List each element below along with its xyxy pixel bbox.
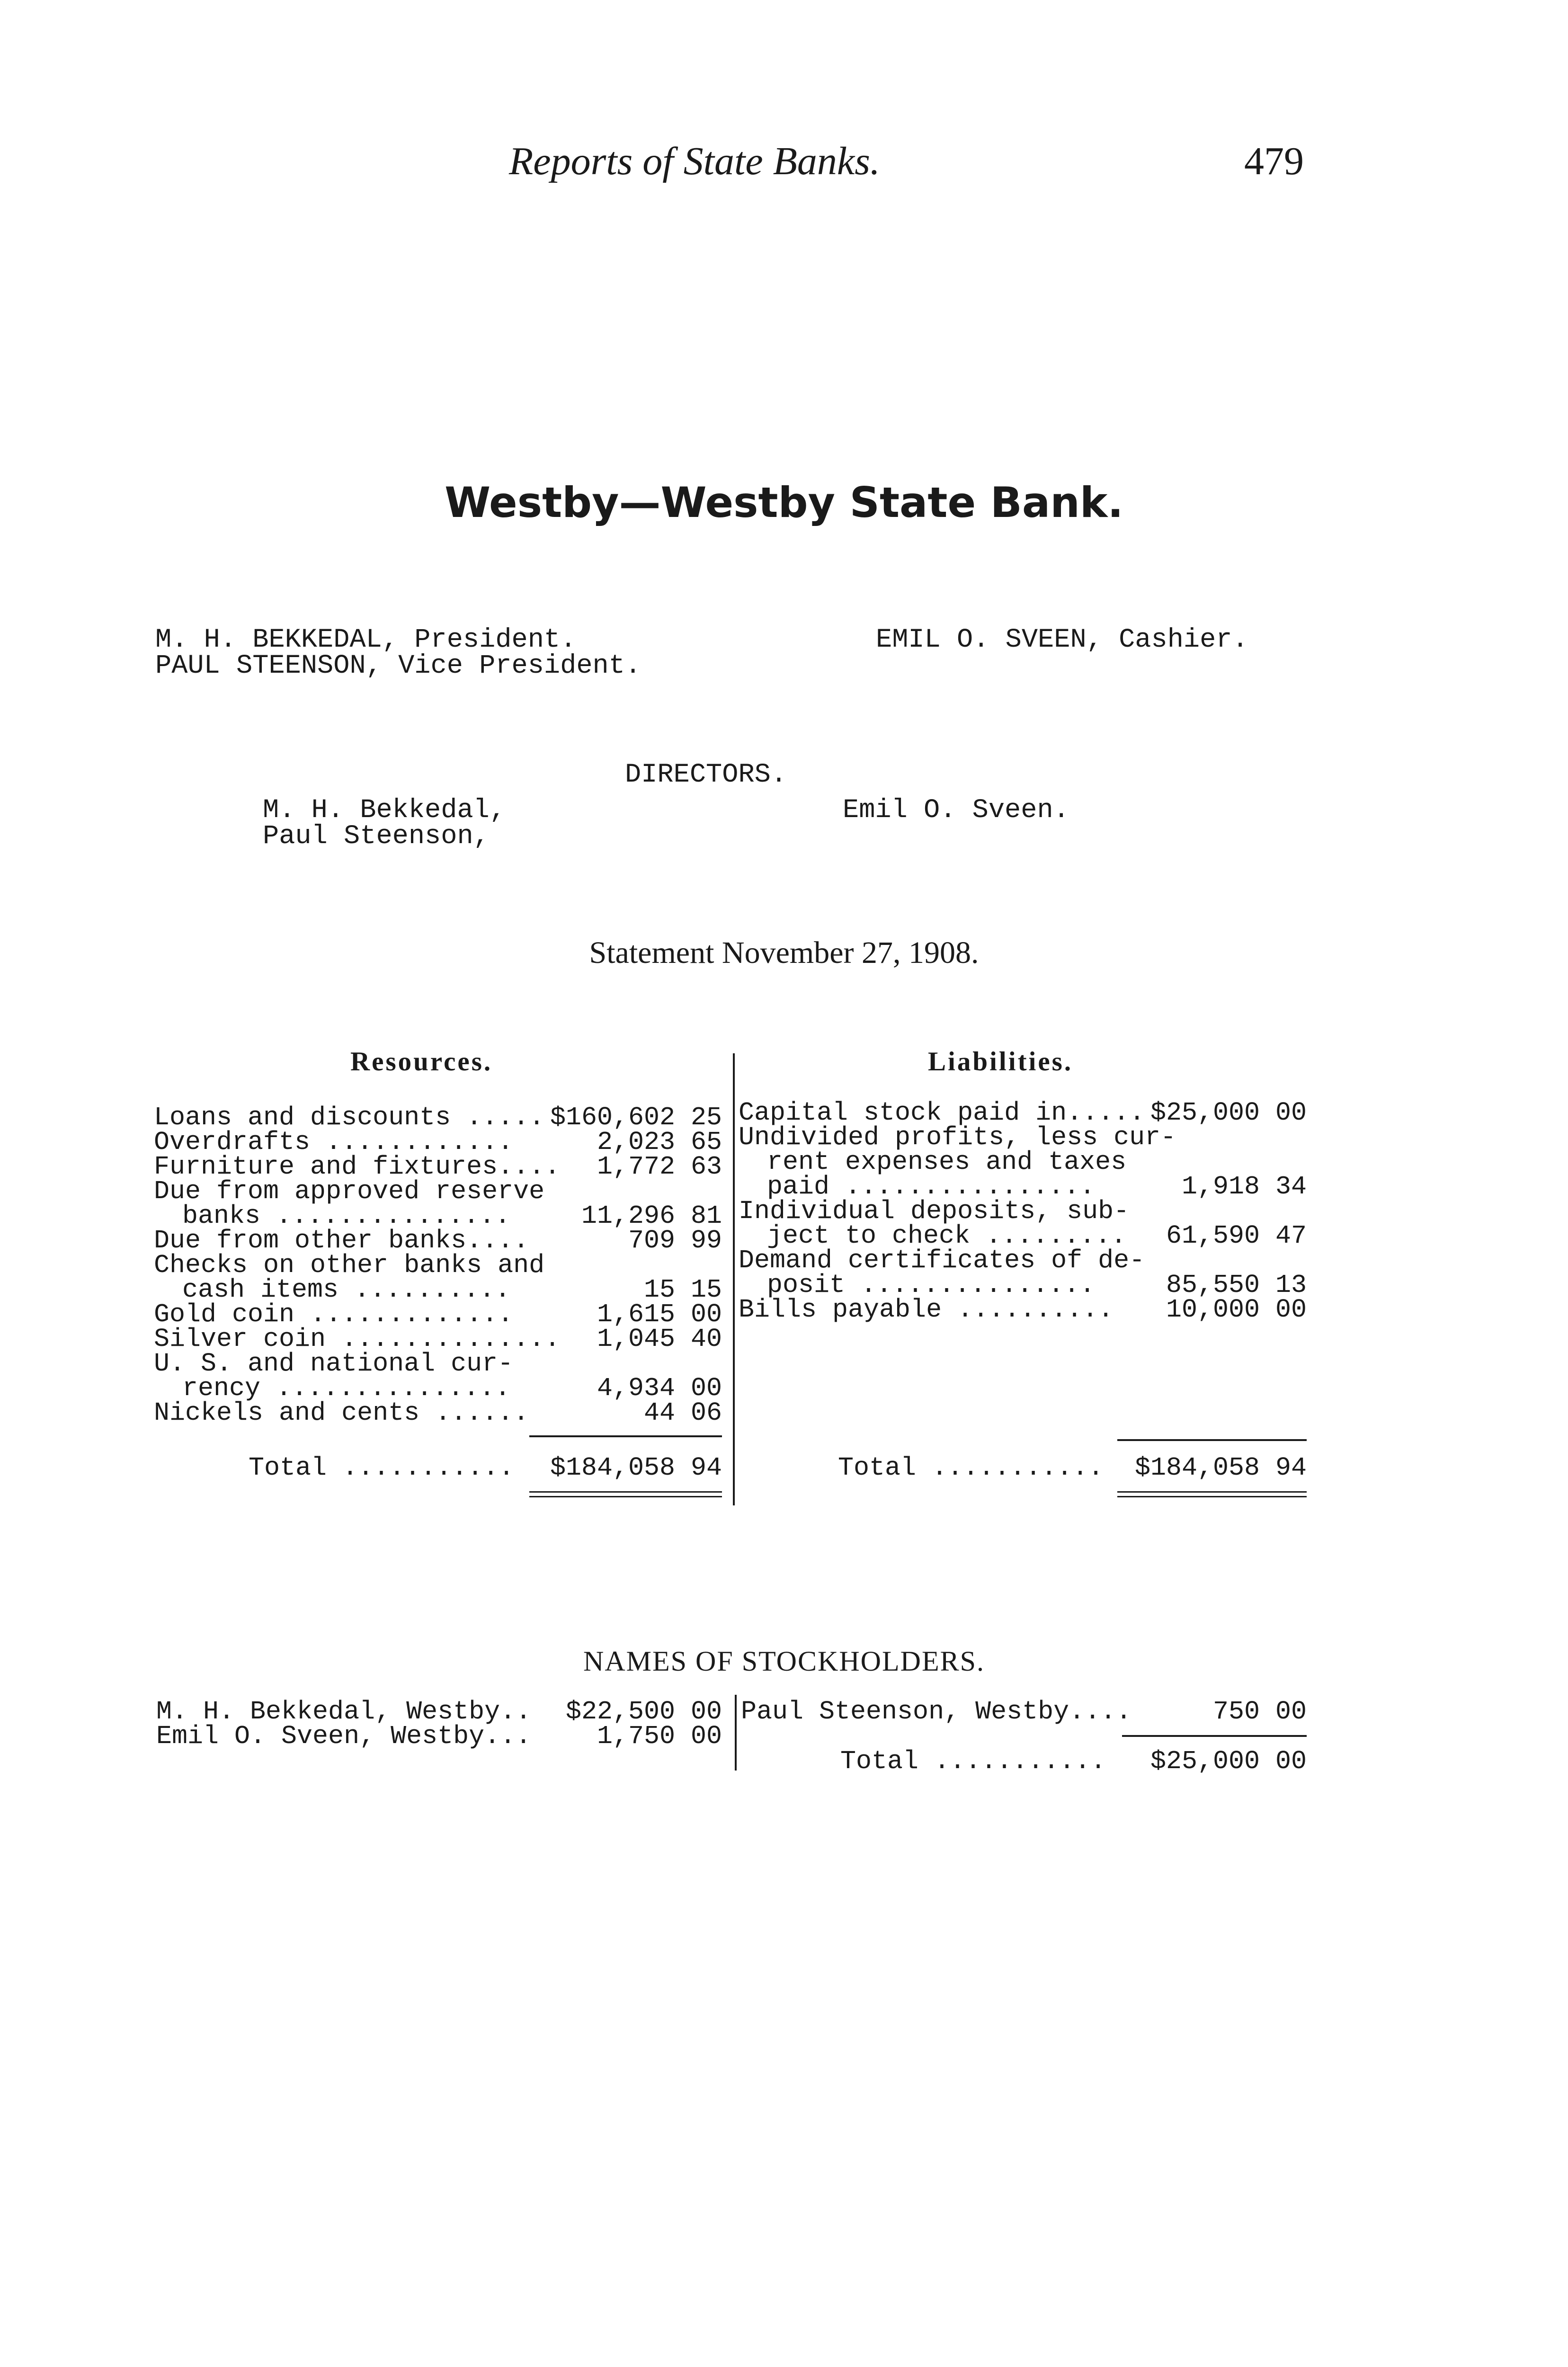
row-amount: 11,296 81	[581, 1201, 722, 1231]
liabilities-double-rule-2	[1117, 1496, 1307, 1497]
table-row	[154, 1105, 722, 1130]
row-label: Due from approved reserve	[154, 1176, 545, 1206]
row-label: rent expenses and taxes	[767, 1147, 1127, 1177]
resources-table	[154, 1103, 722, 1428]
stockholders-total-rule	[1122, 1735, 1307, 1737]
director-1: M. H. Bekkedal,	[263, 795, 506, 826]
row-label: ject to check .........	[767, 1221, 1127, 1251]
table-row	[154, 1275, 722, 1305]
table-row	[154, 1250, 722, 1280]
resources-heading: Resources.	[350, 1047, 493, 1077]
resources-total	[154, 1453, 722, 1483]
liabilities-total	[739, 1453, 1307, 1483]
row-label: Nickels and cents ......	[154, 1398, 529, 1428]
row-amount: 85,550 13	[1166, 1270, 1307, 1300]
row-amount: $22,500 00	[565, 1697, 722, 1726]
row-label: Paul Steenson, Westby....	[741, 1697, 1132, 1726]
row-amount: 709 99	[628, 1226, 722, 1255]
row-label: Emil O. Sveen, Westby...	[156, 1721, 532, 1751]
table-row	[154, 1324, 722, 1354]
row-label: posit ...............	[767, 1270, 1096, 1300]
table-row	[154, 1127, 722, 1157]
row-amount: 1,772 63	[597, 1152, 722, 1182]
row-label: Overdrafts ............	[154, 1127, 514, 1157]
row-label: Gold coin .............	[154, 1299, 514, 1329]
table-row	[154, 1176, 722, 1206]
total-row	[154, 1453, 722, 1483]
row-label: Individual deposits, sub-	[739, 1196, 1130, 1226]
liabilities-double-rule-1	[1117, 1491, 1307, 1493]
table-row	[154, 1201, 722, 1231]
row-amount: 10,000 00	[1166, 1295, 1307, 1325]
liabilities-subtotal-rule	[1117, 1439, 1307, 1441]
director-3: Emil O. Sveen.	[843, 795, 1069, 826]
row-label: Demand certificates of de-	[739, 1246, 1145, 1275]
table-row	[154, 1299, 722, 1329]
row-amount: 1,615 00	[597, 1299, 722, 1329]
table-row	[739, 1172, 1307, 1201]
table-row	[739, 1295, 1307, 1325]
row-amount: 1,918 34	[1181, 1172, 1307, 1201]
table-row	[156, 1697, 722, 1726]
total-label: Total ...........	[838, 1453, 1104, 1483]
resources-double-rule-2	[529, 1496, 722, 1497]
table-row	[739, 1122, 1307, 1152]
row-label: Due from other banks....	[154, 1226, 529, 1255]
total-label: Total ...........	[840, 1746, 1106, 1776]
stockholders-left	[156, 1697, 722, 1751]
table-row	[739, 1098, 1307, 1128]
row-amount: $160,602 25	[550, 1103, 722, 1132]
total-row	[739, 1453, 1307, 1483]
table-row	[739, 1270, 1307, 1300]
row-amount: 1,045 40	[597, 1324, 722, 1354]
row-amount: $25,000 00	[1150, 1098, 1307, 1128]
row-label: Undivided profits, less cur-	[739, 1122, 1176, 1152]
stockholders-total	[741, 1746, 1307, 1776]
resources-double-rule-1	[529, 1491, 722, 1493]
row-label: Furniture and fixtures....	[154, 1152, 561, 1182]
row-label: Loans and discounts .....	[154, 1103, 545, 1132]
row-amount: 44 06	[643, 1398, 722, 1428]
row-amount: 1,750 00	[597, 1721, 722, 1751]
stockholders-heading: NAMES OF STOCKHOLDERS.	[583, 1646, 985, 1677]
row-amount: 2,023 65	[597, 1127, 722, 1157]
row-label: rency ...............	[182, 1373, 511, 1403]
running-header-title: Reports of State Banks.	[509, 139, 880, 183]
officer-president: M. H. BEKKEDAL, President.	[155, 625, 577, 655]
officer-cashier: EMIL O. SVEEN, Cashier.	[876, 625, 1248, 655]
table-row	[156, 1721, 722, 1751]
row-label: banks ...............	[182, 1201, 511, 1231]
table-row	[154, 1228, 722, 1253]
bank-title: Westby—Westby State Bank.	[445, 478, 1123, 527]
statement-title: Statement November 27, 1908.	[589, 935, 979, 970]
directors-heading: DIRECTORS.	[625, 760, 787, 790]
row-label: cash items ..........	[182, 1275, 511, 1305]
row-amount: 750 00	[1212, 1697, 1307, 1726]
total-amount: $184,058 94	[1134, 1453, 1307, 1483]
table-row	[154, 1349, 722, 1379]
stockholders-right	[741, 1697, 1307, 1726]
officer-vice-president: PAUL STEENSON, Vice President.	[155, 651, 641, 681]
liabilities-table	[739, 1098, 1307, 1325]
director-2: Paul Steenson,	[263, 821, 490, 852]
total-amount: $25,000 00	[1150, 1746, 1307, 1776]
table-row	[154, 1373, 722, 1403]
total-amount: $184,058 94	[550, 1453, 722, 1483]
page-number: 479	[1244, 139, 1304, 183]
resources-subtotal-rule	[529, 1435, 722, 1437]
row-label: Checks on other banks and	[154, 1250, 545, 1280]
table-row	[741, 1697, 1307, 1726]
table-row	[739, 1221, 1307, 1251]
row-label: Silver coin ..............	[154, 1324, 561, 1354]
row-amount: 4,934 00	[597, 1373, 722, 1403]
row-label: Bills payable ..........	[739, 1295, 1114, 1325]
row-amount: 61,590 47	[1166, 1221, 1307, 1251]
row-label: paid ................	[767, 1172, 1096, 1201]
table-row	[739, 1196, 1307, 1226]
row-amount: 15 15	[643, 1275, 722, 1305]
row-label: M. H. Bekkedal, Westby..	[156, 1697, 532, 1726]
column-divider	[733, 1053, 735, 1505]
table-row	[154, 1398, 722, 1428]
table-row	[739, 1147, 1307, 1177]
table-row	[739, 1248, 1307, 1273]
row-label: U. S. and national cur-	[154, 1349, 514, 1379]
stockholders-divider	[735, 1695, 737, 1771]
row-label: Capital stock paid in.....	[739, 1098, 1145, 1128]
liabilities-heading: Liabilities.	[928, 1047, 1073, 1077]
table-row	[154, 1152, 722, 1182]
total-label: Total ...........	[249, 1453, 515, 1483]
total-row	[741, 1746, 1307, 1776]
